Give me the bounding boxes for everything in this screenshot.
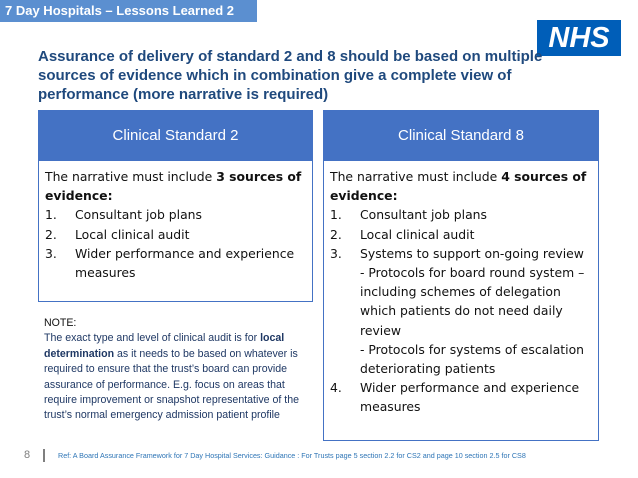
list-item	[45, 244, 306, 282]
item-text: Local clinical audit	[75, 226, 190, 242]
list-item	[330, 244, 592, 263]
intro-bold: 4 sources of evidence:	[330, 169, 587, 204]
note-text-pre: The exact type and level of clinical audit is for	[44, 332, 261, 345]
panel-intro	[330, 167, 592, 205]
list-item	[330, 225, 592, 244]
intro-text: The narrative must include	[330, 169, 502, 184]
item-number: 4.	[330, 380, 342, 396]
list-item	[330, 205, 592, 224]
sub-item: - Protocols for board round system – including schemes of delegation which patients do not need daily review	[360, 265, 585, 338]
page-title: Assurance of delivery of standard 2 and 8 should be based on multiple sources of evidence which in combination give a complete view of performance (more narrative is required)	[38, 48, 543, 103]
page-number: 8	[24, 449, 31, 461]
item-number: 1.	[45, 207, 57, 223]
panel-title: Clinical Standard 8	[324, 111, 598, 161]
note-box	[44, 316, 312, 424]
section-tag: 7 Day Hospitals – Lessons Learned 2	[0, 0, 257, 22]
note-text	[44, 331, 312, 423]
reference-text: Ref: A Board Assurance Framework for 7 Day Hospital Services: Guidance : For Trusts page 5 section 2.2 for CS2 and page 10 section 2.5 for CS8	[58, 451, 526, 460]
item-text: Systems to support on-going review	[360, 245, 584, 261]
footer-divider	[43, 449, 45, 462]
list-item	[45, 225, 306, 244]
evidence-list-continued	[330, 378, 592, 416]
item-number: 1.	[330, 207, 342, 223]
list-item	[330, 378, 592, 416]
note-text-bold: local determination	[44, 332, 285, 360]
nhs-logo: NHS	[537, 20, 621, 56]
clinical-standard-2-panel	[38, 110, 313, 302]
clinical-standard-8-panel	[323, 110, 599, 441]
panel-intro	[45, 167, 306, 205]
item-text: Consultant job plans	[75, 207, 202, 223]
intro-bold: 3 sources of evidence:	[45, 169, 302, 204]
list-item	[45, 205, 306, 224]
item-number: 2.	[330, 226, 342, 242]
item-text: Wider performance and experience measures	[75, 245, 295, 281]
intro-text: The narrative must include	[45, 169, 217, 184]
sub-item: - Protocols for systems of escalation deteriorating patients	[360, 341, 585, 377]
panel-body	[39, 161, 312, 282]
item-text: Wider performance and experience measures	[360, 380, 580, 415]
item-number: 3.	[45, 245, 57, 261]
item-text: Consultant job plans	[360, 207, 487, 223]
evidence-list	[45, 205, 306, 282]
panel-title: Clinical Standard 2	[39, 111, 312, 161]
evidence-list	[330, 205, 592, 263]
note-heading: NOTE:	[44, 317, 77, 329]
panel-body	[324, 161, 598, 417]
item-number: 2.	[45, 226, 57, 242]
item-text: Local clinical audit	[360, 226, 475, 242]
note-text-post: as it needs to be based on whatever is required to ensure that the trust’s board can provide assurance of performance. E.g. focus on areas that require improvement or snapshot representative of the trust’s normal emergency admission patient profile	[44, 347, 299, 422]
item-number: 3.	[330, 245, 342, 261]
